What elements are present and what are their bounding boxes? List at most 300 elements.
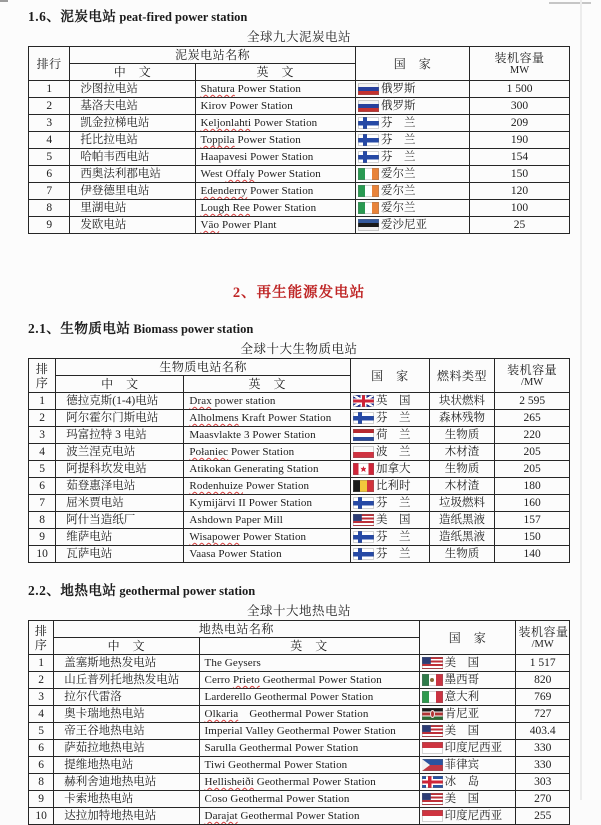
en-name-spellcheck: Shatura [200, 83, 235, 95]
capacity-cell: 180 [495, 478, 570, 495]
country-wrap [422, 724, 514, 738]
fuel-type-cell: 生物质 [429, 427, 495, 444]
station-name-zh: 西奥法利郡电站 [70, 166, 195, 183]
en-name-part: Power Plant [219, 219, 277, 231]
station-name-en [184, 461, 351, 478]
en-name-spellcheck: Edenderry [200, 185, 248, 197]
station-name-en [199, 774, 419, 791]
flag-is-icon [422, 776, 443, 788]
station-name-zh: 瓦萨电站 [56, 546, 184, 563]
capacity-cell: 154 [470, 149, 570, 166]
col-header-country: 国 家 [419, 621, 516, 655]
country-name: 美 国 [444, 725, 480, 737]
en-name-spellcheck: Drax [189, 395, 212, 407]
country-name: 美 国 [444, 793, 480, 805]
table-row [29, 791, 570, 808]
country-cell [419, 740, 516, 757]
country-wrap [358, 116, 467, 130]
section-title-zh: 泥炭电站 [60, 9, 117, 24]
station-name-zh: 屈米贾电站 [56, 495, 184, 512]
rank-cell: 9 [29, 217, 70, 234]
country-cell [356, 132, 470, 149]
en-name-spellcheck: Prieto [232, 674, 260, 686]
station-name-zh: 达拉加特地热电站 [54, 808, 199, 825]
section-title-zh: 生物质电站 [60, 321, 131, 336]
country-cell [356, 166, 470, 183]
en-name-spellcheck: Lough Ree [200, 202, 250, 214]
en-name-part: Vaasa Power Station [189, 548, 282, 560]
rank-cell: 10 [29, 808, 54, 825]
station-name-en [199, 655, 419, 672]
country-name: 荷 兰 [375, 429, 411, 441]
country-cell [350, 546, 429, 563]
col-header-chinese: 中 文 [70, 64, 195, 81]
en-name-part: Coso Geothermal Power Station [204, 793, 350, 805]
flag-ca-icon [353, 463, 374, 475]
fuel-type-cell: 木材渣 [429, 478, 495, 495]
rank-cell: 3 [29, 427, 56, 444]
section-number: 2.1、 [28, 321, 61, 336]
country-wrap [358, 150, 467, 164]
country-name: 印度尼西亚 [444, 742, 503, 754]
station-name-zh: 维萨电站 [56, 529, 184, 546]
en-name-part: Tiwi Geothermal Power Station [204, 759, 348, 771]
country-name: 芬 兰 [375, 412, 411, 424]
rank-cell: 8 [29, 774, 54, 791]
station-name-en [199, 706, 419, 723]
station-name-zh: 里湖电站 [70, 200, 195, 217]
table-row [29, 166, 570, 183]
station-name-zh: 基洛夫电站 [70, 98, 195, 115]
rank-cell: 6 [29, 740, 54, 757]
country-wrap [353, 428, 427, 442]
station-name-zh: 帝王谷地热电站 [54, 723, 199, 740]
station-name-en [195, 149, 355, 166]
col-header-country: 国 家 [350, 359, 429, 393]
en-name-part: power station [211, 395, 276, 407]
rank-cell: 9 [29, 791, 54, 808]
country-name: 芬 兰 [375, 497, 411, 509]
capacity-cell: 403.4 [516, 723, 570, 740]
en-name-part: Power Station [242, 480, 310, 492]
section-heading-geothermal [28, 579, 573, 600]
country-wrap [358, 167, 467, 181]
capacity-cell: 209 [470, 115, 570, 132]
flag-id-icon [422, 742, 443, 754]
en-name-part: Geothermal Power Station [237, 810, 360, 822]
station-name-en [184, 512, 351, 529]
station-name-en [195, 217, 355, 234]
capacity-cell: 330 [516, 740, 570, 757]
fuel-type-cell: 生物质 [429, 546, 495, 563]
country-wrap [358, 201, 467, 215]
country-wrap [422, 690, 514, 704]
country-wrap [358, 82, 467, 96]
country-name: 爱尔兰 [381, 202, 416, 214]
country-name: 芬 兰 [375, 548, 411, 560]
col-header-name-group: 泥炭电站名称 [70, 47, 356, 64]
rank-cell: 4 [29, 444, 56, 461]
flag-fi-icon [358, 134, 379, 146]
station-name-zh: 奥卡瑞地热电站 [54, 706, 199, 723]
en-name-part: Haapavesi Power Station [200, 151, 314, 163]
station-name-en [195, 98, 355, 115]
country-name: 俄罗斯 [381, 100, 416, 112]
col-header-name-group: 地热电站名称 [54, 621, 419, 638]
table-row [29, 706, 570, 723]
scan-artifact-top-right [549, 2, 591, 4]
station-name-zh: 发欧电站 [70, 217, 195, 234]
country-cell [419, 723, 516, 740]
capacity-cell: 2 595 [495, 393, 570, 410]
col-header-english: 英 文 [195, 64, 355, 81]
fuel-type-cell: 块状燃料 [429, 393, 495, 410]
rank-cell: 8 [29, 512, 56, 529]
country-wrap [353, 496, 427, 510]
flag-fi-icon [353, 548, 374, 560]
en-name-part: Geothermal Power Station [253, 776, 376, 788]
en-name-part: Kymijärvi II Power Station [189, 497, 313, 509]
capacity-cell: 205 [495, 444, 570, 461]
country-cell [350, 478, 429, 495]
country-wrap [422, 673, 514, 687]
country-cell [419, 706, 516, 723]
capacity-cell: 330 [516, 757, 570, 774]
station-name-zh: 托比拉电站 [70, 132, 195, 149]
country-cell [350, 529, 429, 546]
table-row [29, 427, 570, 444]
station-name-zh: 凯金拉梯电站 [70, 115, 195, 132]
country-cell [419, 672, 516, 689]
station-name-en [184, 495, 351, 512]
table-row [29, 410, 570, 427]
rank-cell: 2 [29, 672, 54, 689]
country-cell [356, 183, 470, 200]
col-header-english: 英 文 [184, 376, 351, 393]
station-name-en [184, 444, 351, 461]
en-name-part: Kraft Power Station [238, 412, 332, 424]
en-name-part: Atikokan Generating Station [189, 463, 319, 475]
en-name-part: West [200, 168, 226, 180]
flag-ru-icon [358, 83, 379, 95]
flag-id-icon [422, 810, 443, 822]
capacity-cell: 220 [495, 427, 570, 444]
flag-gb-icon [353, 395, 374, 407]
rank-cell: 2 [29, 98, 70, 115]
rank-cell: 2 [29, 410, 56, 427]
fuel-type-cell: 造纸黑液 [429, 512, 495, 529]
rank-cell: 7 [29, 495, 56, 512]
en-name-spellcheck: Toppila [200, 134, 235, 146]
country-name: 爱尔兰 [381, 168, 416, 180]
table-row [29, 723, 570, 740]
flag-fi-icon [353, 412, 374, 424]
capacity-cell: 205 [495, 461, 570, 478]
country-wrap [422, 775, 514, 789]
biomass-power-stations-table [28, 358, 570, 563]
section-title-zh: 地热电站 [60, 583, 117, 598]
capacity-cell: 100 [470, 200, 570, 217]
country-name: 墨西哥 [444, 674, 480, 686]
capacity-cell: 190 [470, 132, 570, 149]
table-row [29, 478, 570, 495]
rank-cell: 1 [29, 655, 54, 672]
fuel-type-cell: 森林残物 [429, 410, 495, 427]
country-cell [419, 757, 516, 774]
rank-cell: 6 [29, 166, 70, 183]
country-cell [419, 655, 516, 672]
country-name: 美 国 [444, 657, 480, 669]
country-name: 俄罗斯 [381, 83, 416, 95]
table-row [29, 115, 570, 132]
flag-us-icon [353, 514, 374, 526]
col-header-rank: 排行 [29, 47, 70, 81]
country-wrap [353, 479, 427, 493]
country-name: 芬 兰 [381, 151, 416, 163]
section-title-en: geothermal power station [119, 584, 256, 598]
rank-cell: 1 [29, 393, 56, 410]
geothermal-table-title: 全球十大地热电站 [246, 604, 351, 618]
flag-pl-icon [353, 446, 374, 458]
section-number: 2.2、 [28, 583, 61, 598]
station-name-en [184, 546, 351, 563]
country-cell [350, 410, 429, 427]
capacity-cell: 270 [516, 791, 570, 808]
country-wrap [422, 656, 514, 670]
flag-us-icon [422, 725, 443, 737]
flag-us-icon [422, 793, 443, 805]
station-name-en [184, 529, 351, 546]
country-name: 美 国 [375, 514, 411, 526]
flag-be-icon [353, 480, 374, 492]
en-name-spellcheck: Olkaria [204, 708, 239, 720]
capacity-cell: 25 [470, 217, 570, 234]
country-name: 爱沙尼亚 [381, 219, 427, 231]
country-cell [419, 791, 516, 808]
flag-ru-icon [358, 100, 379, 112]
country-name: 加拿大 [375, 463, 411, 475]
rank-cell: 1 [29, 81, 70, 98]
country-cell [356, 149, 470, 166]
capacity-cell: 157 [495, 512, 570, 529]
col-header-capacity: 装机容量 /MW [495, 359, 570, 393]
station-name-zh: 哈帕韦西电站 [70, 149, 195, 166]
col-header-fuel: 燃料类型 [429, 359, 495, 393]
rank-cell: 6 [29, 478, 56, 495]
en-name-spellcheck: Połaniec [189, 446, 229, 458]
flag-it-icon [422, 691, 443, 703]
flag-fi-icon [353, 497, 374, 509]
country-wrap [358, 218, 467, 232]
en-name-part: Ashdown Paper Mill [189, 514, 283, 526]
station-name-zh: 卡索地热电站 [54, 791, 199, 808]
flag-ie-icon [358, 168, 379, 180]
capacity-unit: /MW [531, 639, 554, 650]
fuel-type-cell: 木材渣 [429, 444, 495, 461]
country-wrap [353, 513, 427, 527]
en-name-part: Power Station [239, 531, 307, 543]
country-wrap [422, 809, 514, 823]
table-row [29, 740, 570, 757]
en-name-spellcheck: Rodenhuize [189, 480, 243, 492]
flag-ee-icon [358, 219, 379, 231]
country-wrap [353, 462, 427, 476]
country-name: 比利时 [375, 480, 411, 492]
station-name-en [184, 478, 351, 495]
station-name-zh: 伊登德里电站 [70, 183, 195, 200]
country-cell [419, 689, 516, 706]
country-wrap [422, 758, 514, 772]
capacity-cell: 150 [495, 529, 570, 546]
capacity-cell: 769 [516, 689, 570, 706]
country-wrap [353, 530, 427, 544]
en-name-part: Kirov Power Station [200, 100, 293, 112]
rank-cell: 5 [29, 723, 54, 740]
flag-ie-icon [358, 185, 379, 197]
table-row [29, 546, 570, 563]
station-name-zh: 提维地热电站 [54, 757, 199, 774]
flag-fi-icon [358, 117, 379, 129]
country-cell [356, 115, 470, 132]
country-wrap [353, 394, 427, 408]
page-edge-artifact [580, 0, 582, 800]
en-name-spellcheck: Alholmens [189, 412, 239, 424]
geothermal-power-stations-table [28, 620, 570, 825]
station-name-zh: 茹登惠泽电站 [56, 478, 184, 495]
fuel-type-cell: 生物质 [429, 461, 495, 478]
en-name-spellcheck: Keljonlahti [200, 117, 252, 129]
station-name-zh: 德拉克斯(1-4)电站 [56, 393, 184, 410]
country-cell [356, 217, 470, 234]
flag-fi-icon [358, 151, 379, 163]
country-name: 芬 兰 [381, 134, 416, 146]
en-name-part: Power Station [234, 83, 302, 95]
capacity-cell: 727 [516, 706, 570, 723]
country-wrap [422, 792, 514, 806]
table-row [29, 217, 570, 234]
peat-power-stations-table [28, 46, 570, 234]
col-header-chinese: 中 文 [54, 638, 199, 655]
station-name-en [199, 672, 419, 689]
station-name-en [184, 410, 351, 427]
flag-mx-icon [422, 674, 443, 686]
country-cell [350, 427, 429, 444]
table-row [29, 200, 570, 217]
station-name-en [195, 183, 355, 200]
flag-ph-icon [422, 759, 443, 771]
country-name: 菲律宾 [444, 759, 480, 771]
country-name: 芬 兰 [381, 117, 416, 129]
country-name: 英 国 [375, 395, 411, 407]
country-cell [356, 200, 470, 217]
col-header-rank: 排 序 [29, 621, 54, 655]
col-header-chinese: 中 文 [56, 376, 184, 393]
capacity-unit: /MW [521, 377, 544, 388]
table-row [29, 495, 570, 512]
table-row [29, 512, 570, 529]
station-name-en [195, 81, 355, 98]
country-wrap [358, 184, 467, 198]
country-wrap [422, 707, 514, 721]
col-header-name-group: 生物质电站名称 [56, 359, 351, 376]
station-name-zh: 阿尔霍尔门斯电站 [56, 410, 184, 427]
table-row [29, 132, 570, 149]
station-name-en [195, 115, 355, 132]
flag-ke-icon [422, 708, 443, 720]
section-number: 1.6、 [28, 9, 61, 24]
en-name-part: Power Station [250, 202, 317, 214]
country-wrap [358, 133, 467, 147]
en-name-spellcheck: Darajat [204, 810, 238, 822]
station-name-en [195, 132, 355, 149]
station-name-en [199, 689, 419, 706]
flag-us-icon [422, 657, 443, 669]
country-wrap [353, 445, 427, 459]
capacity-cell: 265 [495, 410, 570, 427]
country-cell [350, 512, 429, 529]
country-cell [350, 495, 429, 512]
rank-cell: 3 [29, 689, 54, 706]
station-name-en [184, 427, 351, 444]
en-name-part: Power Station [234, 134, 301, 146]
capacity-cell: 820 [516, 672, 570, 689]
country-name: 冰 岛 [444, 776, 480, 788]
flag-nl-icon [353, 429, 374, 441]
capacity-cell: 303 [516, 774, 570, 791]
section-title-en: Biomass power station [133, 322, 254, 336]
table-row [29, 183, 570, 200]
rank-cell: 3 [29, 115, 70, 132]
section-heading-biomass [28, 317, 573, 338]
country-wrap [353, 411, 427, 425]
table-row [29, 149, 570, 166]
col-header-capacity: 装机容量 MW [470, 47, 570, 81]
country-wrap [358, 99, 467, 113]
station-name-zh: 萨茹拉地热电站 [54, 740, 199, 757]
en-name-spellcheck: Offaly [225, 168, 255, 180]
rank-cell: 5 [29, 461, 56, 478]
en-name-part: Geothermal Power Station [259, 674, 382, 686]
rank-cell: 4 [29, 706, 54, 723]
station-name-zh: 盖塞斯地热发电站 [54, 655, 199, 672]
table-row [29, 529, 570, 546]
flag-fi-icon [353, 531, 374, 543]
section-title-en: peat-fired power station [119, 10, 248, 24]
country-cell [350, 461, 429, 478]
capacity-cell: 300 [470, 98, 570, 115]
en-name-spellcheck: Hellisheiði [204, 776, 254, 788]
capacity-cell: 140 [495, 546, 570, 563]
scan-artifact-top-left [0, 0, 8, 2]
en-name-part: The Geysers [204, 657, 261, 669]
station-name-en [199, 723, 419, 740]
table-row [29, 461, 570, 478]
country-name: 意大利 [444, 691, 480, 703]
rank-cell: 9 [29, 529, 56, 546]
capacity-cell: 150 [470, 166, 570, 183]
capacity-cell: 255 [516, 808, 570, 825]
country-name: 肯尼亚 [444, 708, 480, 720]
fuel-type-cell: 造纸黑液 [429, 529, 495, 546]
station-name-en [199, 808, 419, 825]
en-name-part: Sarulla Geothermal Power Station [204, 742, 359, 754]
rank-cell: 6 [29, 757, 54, 774]
section-heading-peat [28, 5, 573, 26]
country-wrap [353, 547, 427, 561]
station-name-en [195, 166, 355, 183]
table-row [29, 808, 570, 825]
rank-cell: 8 [29, 200, 70, 217]
